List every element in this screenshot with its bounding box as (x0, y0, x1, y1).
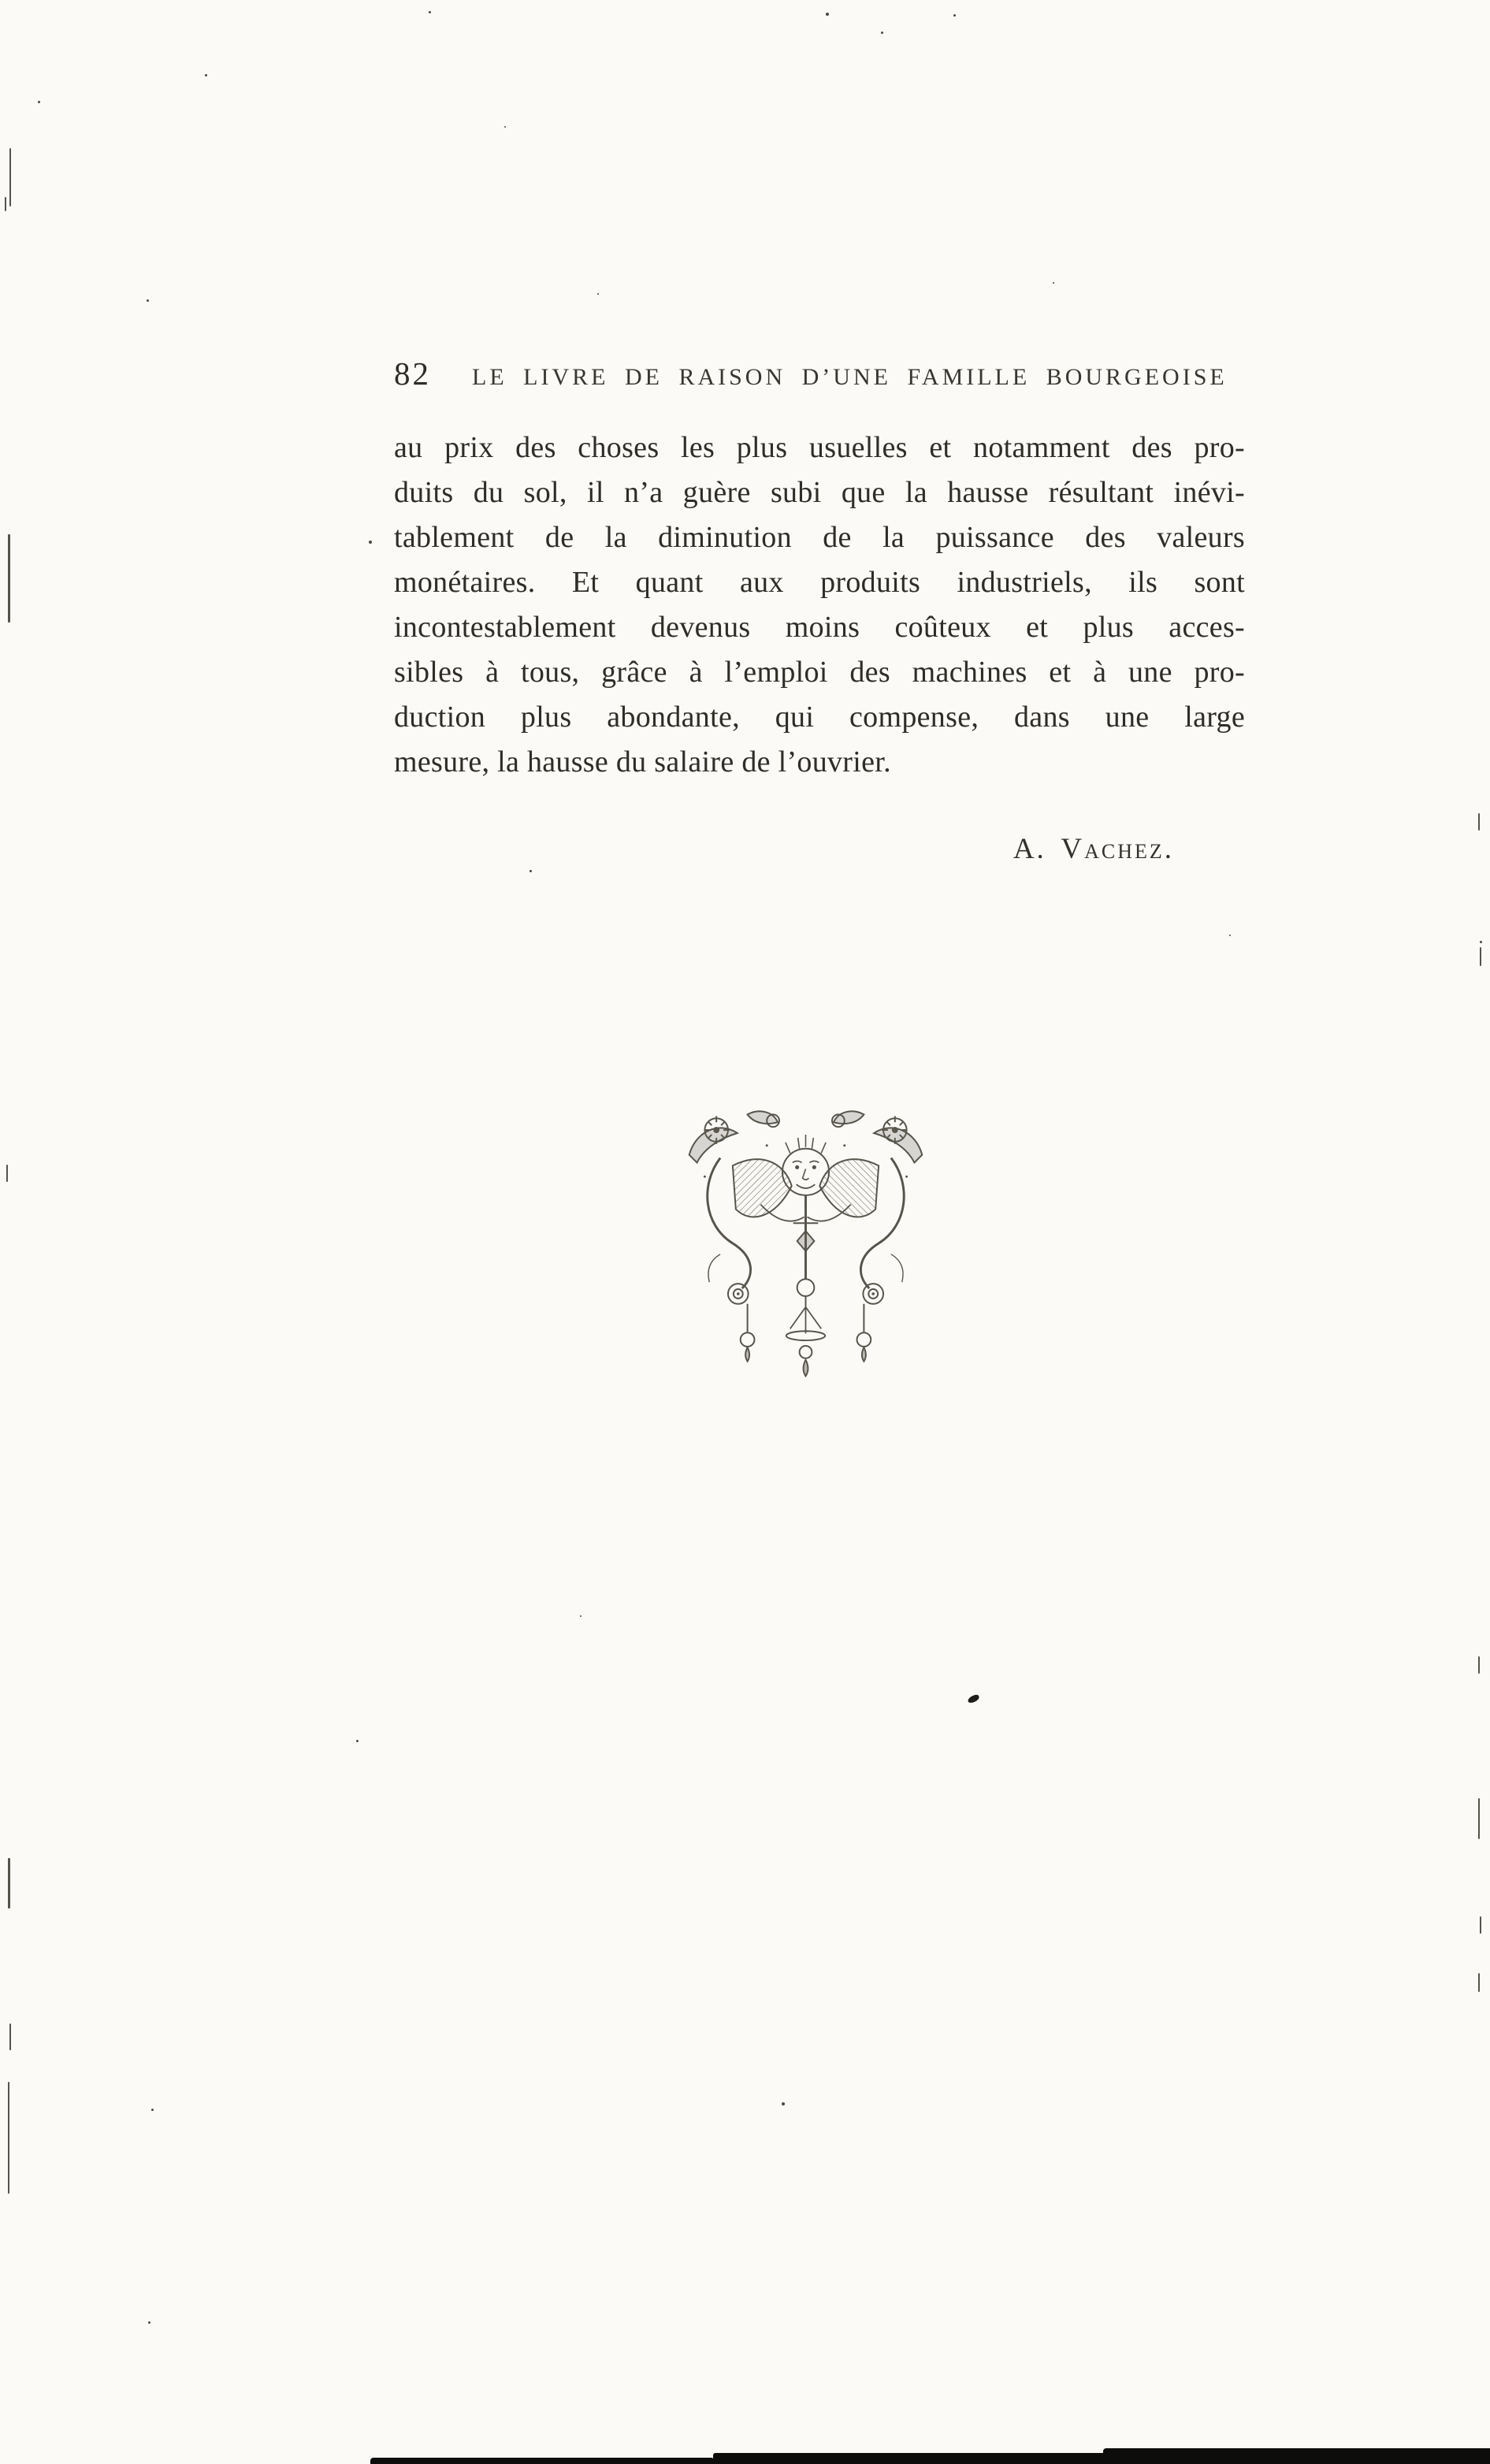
scan-speck (529, 870, 532, 872)
scan-speck (1229, 935, 1231, 936)
scan-ink-mark (967, 1693, 980, 1704)
scan-speck (826, 13, 829, 16)
scan-tick (5, 197, 6, 211)
scan-speck (881, 32, 883, 34)
scan-speck (597, 293, 599, 295)
page-number: 82 (394, 355, 431, 392)
scan-edge-bar (713, 2453, 1107, 2464)
scan-speck (782, 2102, 785, 2105)
text-line: tablement de la diminution de la puissance des valeurs (394, 521, 1245, 554)
scan-speck (1480, 941, 1482, 943)
text-line: sibles à tous, grâce à l’emploi des machines et à une pro- (394, 656, 1245, 689)
scan-speck (205, 74, 207, 76)
tailpiece-ornament (674, 1098, 938, 1380)
text-line: au prix des choses les plus usuelles et notamment des pro- (394, 431, 1245, 464)
scan-speck (147, 299, 149, 302)
scan-tick (9, 148, 11, 206)
scan-tick (1478, 1798, 1480, 1839)
scan-speck (151, 2109, 154, 2111)
page-header (394, 355, 1245, 392)
scan-speck (148, 2321, 150, 2324)
scan-edge-bar (1103, 2448, 1490, 2464)
text-line: duction plus abondante, qui compense, dans une large (394, 701, 1245, 734)
author-signature: A. Vachez. (1013, 833, 1174, 865)
scan-speck (580, 1615, 582, 1617)
scan-tick (9, 2024, 11, 2050)
scan-tick (1480, 947, 1481, 966)
scan-tick (6, 1165, 8, 1182)
scan-speck (429, 11, 431, 13)
text-line: mesure, la hausse du salaire de l’ouvrier. (394, 745, 891, 779)
scan-edge-bar (370, 2458, 713, 2464)
text-line: monétaires. Et quant aux produits industriels, ils sont (394, 566, 1245, 599)
scan-speck (369, 541, 372, 544)
running-title: LE LIVRE DE RAISON D’UNE FAMILLE BOURGEOISE (472, 364, 1228, 390)
scan-speck (1053, 282, 1054, 284)
scan-tick (1478, 813, 1480, 831)
scan-tick (8, 2082, 9, 2194)
scan-speck (356, 1740, 359, 1742)
scan-tick (8, 1858, 10, 1908)
scan-tick (1478, 1973, 1480, 1992)
text-line: incontestablement devenus moins coûteux et plus acces- (394, 611, 1245, 644)
scan-speck (504, 126, 506, 128)
scan-speck (953, 14, 956, 17)
scan-tick (1480, 1916, 1481, 1934)
tailpiece-ornament-image (674, 1098, 938, 1380)
scan-tick (1478, 1656, 1480, 1674)
text-line: duits du sol, il n’a guère subi que la hausse résultant inévi- (394, 476, 1245, 509)
scan-tick (8, 534, 10, 623)
scan-speck (38, 101, 40, 103)
body-paragraph (394, 426, 1245, 785)
